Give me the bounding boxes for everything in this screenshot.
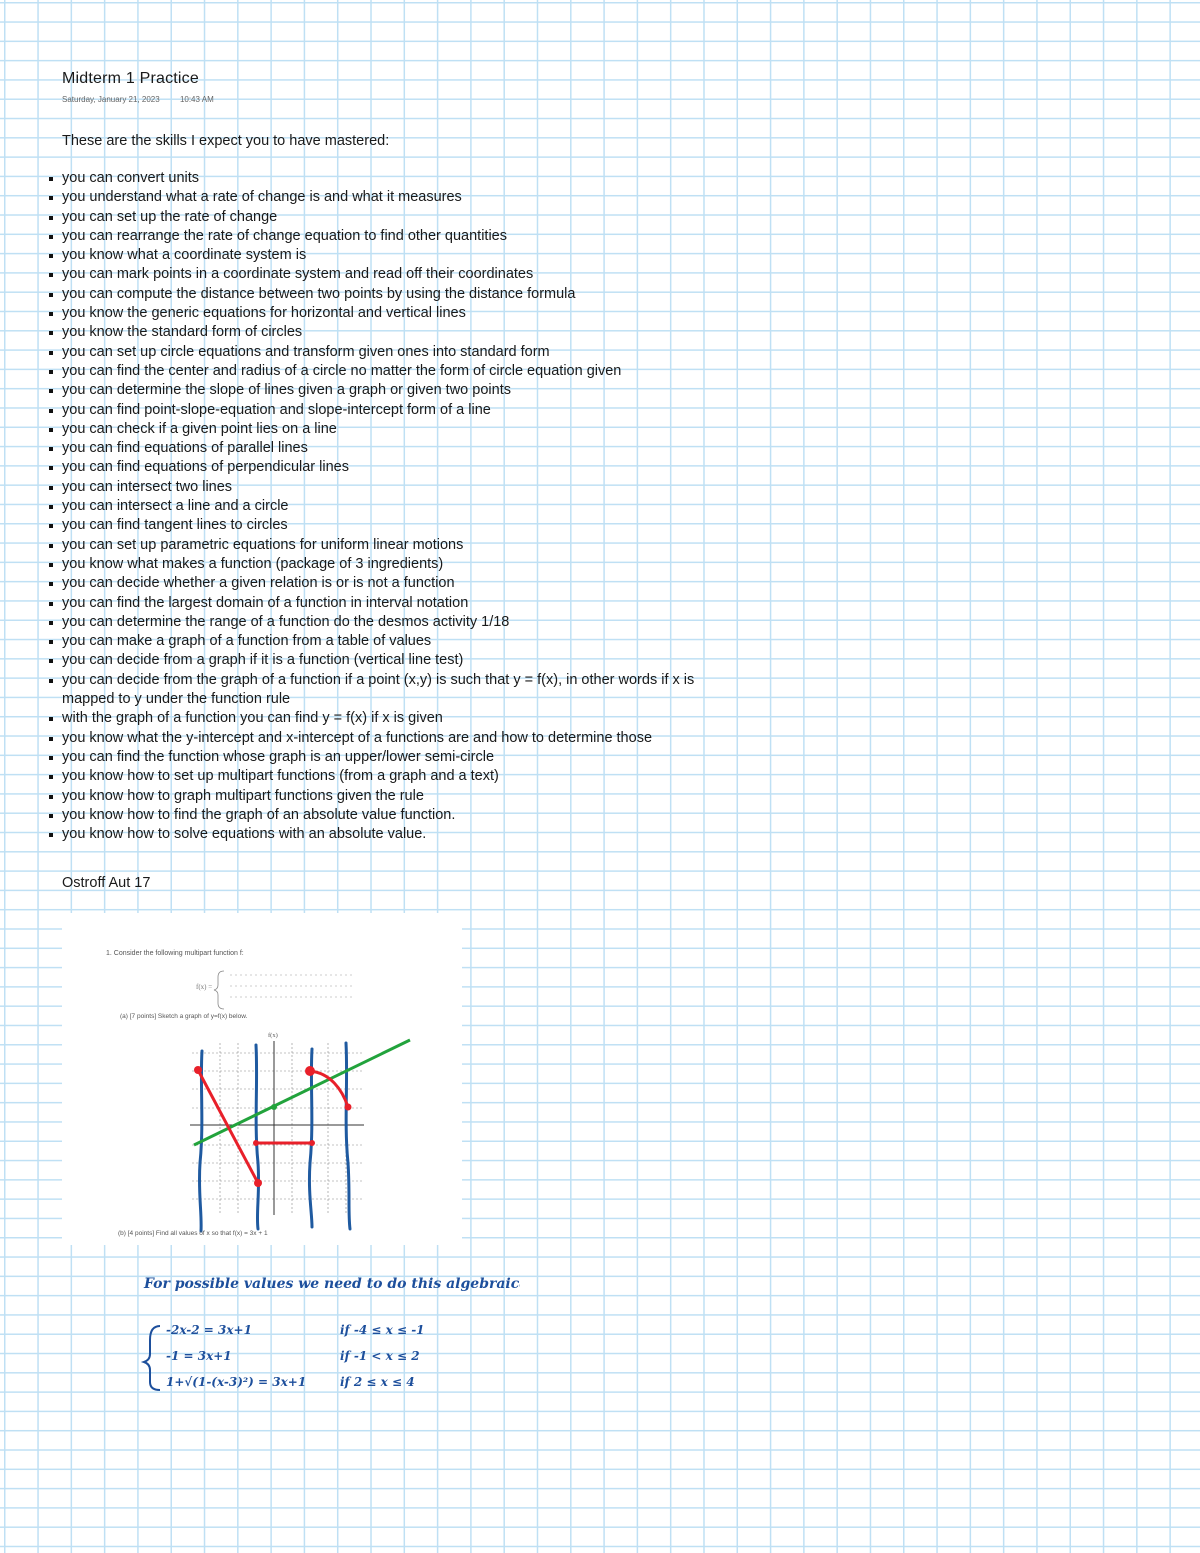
skill-item: you can convert units	[62, 169, 722, 188]
page-time: 10:43 AM	[179, 95, 214, 104]
skill-item: you can decide whether a given relation is or is not a function	[62, 574, 722, 593]
skill-item: you know the generic equations for horizontal and vertical lines	[62, 304, 722, 323]
skill-item: you know what makes a function (package of 3 ingredients)	[62, 555, 722, 574]
skill-item: with the graph of a function you can find y = f(x) if x is given	[62, 709, 722, 728]
scan-problem-text: 1. Consider the following multipart function f:	[106, 950, 244, 957]
skill-item: you can make a graph of a function from a table of values	[62, 632, 722, 651]
hand-brace	[144, 1326, 160, 1390]
hand-intro: For possible values we need to do this algebraically:	[144, 1276, 520, 1292]
skill-item: you can find equations of perpendicular lines	[62, 458, 722, 477]
handwritten-solution	[140, 1262, 520, 1402]
hand-equation: -2x-2 = 3x+1	[166, 1323, 252, 1337]
skill-item: you know how to find the graph of an absolute value function.	[62, 806, 722, 825]
scan-fx: f(x) =	[196, 983, 213, 991]
hand-rows	[166, 1323, 425, 1389]
skill-item: you can set up the rate of change	[62, 208, 722, 227]
skill-item: you can decide from the graph of a function if a point (x,y) is such that y = f(x), in other words if x is mapped to y under the function rule	[62, 671, 722, 710]
skill-item: you know how to solve equations with an absolute value.	[62, 825, 722, 844]
scan-brace	[214, 971, 224, 1009]
skill-item: you can determine the slope of lines given a graph or given two points	[62, 381, 722, 400]
skill-item: you can find the function whose graph is an upper/lower semi-circle	[62, 748, 722, 767]
scan-axis-label: f(x)	[268, 1032, 278, 1039]
intro-text: These are the skills I expect you to have mastered:	[62, 133, 390, 149]
skill-item: you understand what a rate of change is and what it measures	[62, 188, 722, 207]
skill-item: you can find point-slope-equation and slope-intercept form of a line	[62, 401, 722, 420]
skill-item: you know how to graph multipart functions given the rule	[62, 787, 722, 806]
skill-item: you know what the y-intercept and x-intercept of a functions are and how to determine those	[62, 729, 722, 748]
scan-piecewise-graph	[198, 1070, 348, 1183]
skill-item: you can set up parametric equations for uniform linear motions	[62, 536, 722, 555]
scan-part-a: (a) [7 points] Sketch a graph of y=f(x) below.	[120, 1013, 248, 1020]
hand-condition: if -4 ≤ x ≤ -1	[340, 1323, 425, 1337]
scan-green-point	[271, 1104, 277, 1110]
skill-item: you can decide from a graph if it is a function (vertical line test)	[62, 651, 722, 670]
hand-condition: if 2 ≤ x ≤ 4	[340, 1375, 415, 1389]
scanned-problem-image	[62, 913, 462, 1245]
section-label: Ostroff Aut 17	[62, 875, 151, 891]
skill-item: you can find the center and radius of a circle no matter the form of circle equation given	[62, 362, 722, 381]
skill-item: you know the standard form of circles	[62, 323, 722, 342]
skill-item: you can find equations of parallel lines	[62, 439, 722, 458]
skill-item: you can intersect a line and a circle	[62, 497, 722, 516]
skill-item: you can mark points in a coordinate system and read off their coordinates	[62, 265, 722, 284]
skill-item: you can compute the distance between two points by using the distance formula	[62, 285, 722, 304]
scan-vertical-test-lines	[199, 1043, 350, 1231]
page-title: Midterm 1 Practice	[62, 70, 199, 87]
hand-condition: if -1 < x ≤ 2	[340, 1349, 420, 1363]
scanned-problem-svg	[62, 913, 462, 1245]
hand-equation: 1+√(1-(x-3)²) = 3x+1	[166, 1375, 307, 1389]
skill-item: you can find the largest domain of a function in interval notation	[62, 594, 722, 613]
skill-item: you know how to set up multipart functions (from a graph and a text)	[62, 767, 722, 786]
scan-green-line	[194, 1040, 410, 1145]
skill-item: you know what a coordinate system is	[62, 246, 722, 265]
scan-grid	[192, 1043, 362, 1213]
skill-item: you can check if a given point lies on a line	[62, 420, 722, 439]
skill-item: you can rearrange the rate of change equation to find other quantities	[62, 227, 722, 246]
skill-item: you can determine the range of a function do the desmos activity 1/18	[62, 613, 722, 632]
skills-list	[62, 169, 722, 844]
skill-item: you can find tangent lines to circles	[62, 516, 722, 535]
handwritten-solution-svg	[140, 1262, 520, 1402]
skill-item: you can intersect two lines	[62, 478, 722, 497]
skill-item: you can set up circle equations and transform given ones into standard form	[62, 343, 722, 362]
scan-part-b: (b) [4 points] Find all values of x so that f(x) = 3x + 1	[118, 1230, 268, 1237]
hand-equation: -1 = 3x+1	[166, 1349, 232, 1363]
page-meta	[62, 95, 232, 104]
page-date: Saturday, January 21, 2023	[62, 95, 160, 104]
